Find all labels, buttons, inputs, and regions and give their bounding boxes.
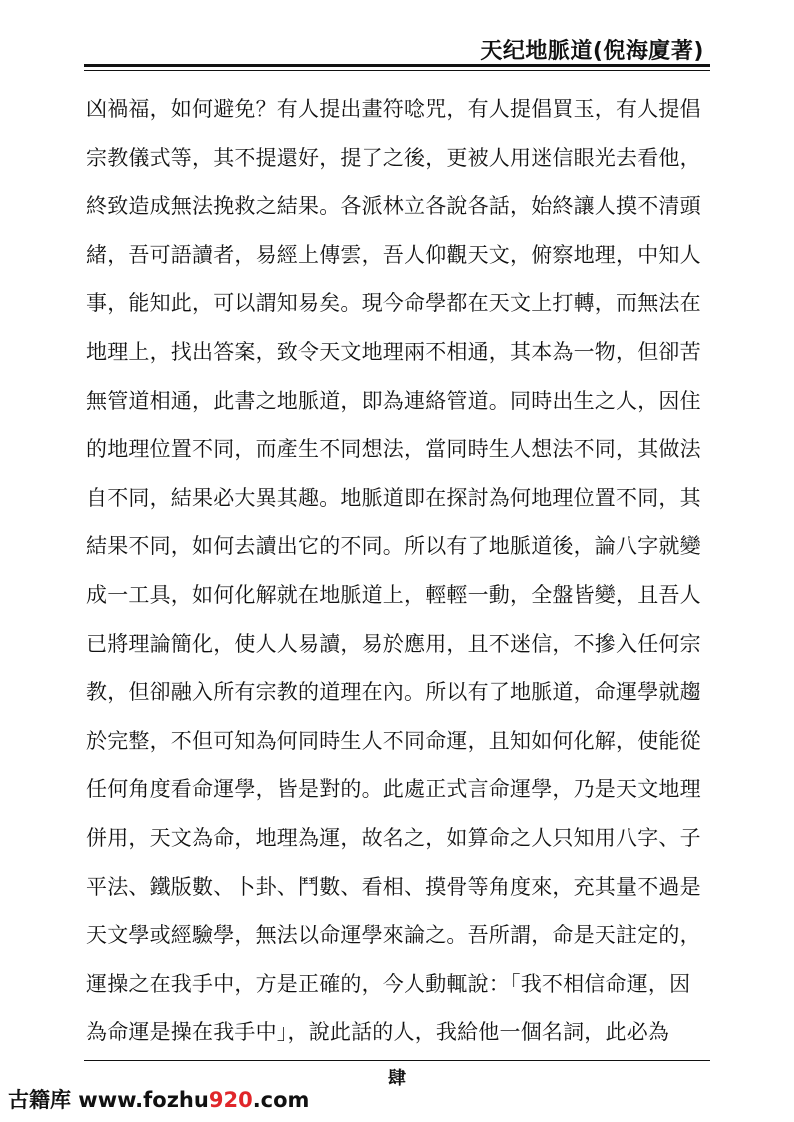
text-line: 已將理論簡化，使人人易讀，易於應用，且不迷信，不摻入任何宗 xyxy=(86,631,701,656)
footer-rule xyxy=(84,1060,710,1061)
text-line: 事，能知此，可以謂知易矣。現今命學都在天文上打轉，而無法在 xyxy=(86,291,701,316)
page-header-title: 天纪地脈道(倪海廈著) xyxy=(480,39,704,64)
text-line: 教，但卻融入所有宗教的道理在內。所以有了地脈道，命運學就趨 xyxy=(86,680,701,705)
text-line: 運操之在我手中，方是正確的，今人動輒說：「我不相信命運，因 xyxy=(86,971,691,996)
text-line: 為命運是操在我手中」，說此話的人，我給他一個名詞，此必為 xyxy=(86,1020,670,1045)
header-rule-thick xyxy=(84,64,710,67)
text-line: 併用，天文為命，地理為運，故名之，如算命之人只知用八字、子 xyxy=(86,825,701,850)
text-line: 任何角度看命運學，皆是對的。此處正式言命運學，乃是天文地理 xyxy=(86,777,701,802)
text-line: 凶禍福，如何避免？有人提出畫符唸咒，有人提倡買玉，有人提倡 xyxy=(86,97,701,121)
page-number: 肆 xyxy=(388,1068,406,1089)
text-line: 平法、鐵版數、卜卦、鬥數、看相、摸骨等角度來，充其量不過是 xyxy=(86,874,701,899)
body-text xyxy=(86,89,712,1061)
site-watermark[interactable] xyxy=(8,1084,309,1114)
text-line: 無管道相通，此書之地脈道，即為連絡管道。同時出生之人，因住 xyxy=(86,388,701,413)
text-line: 緒，吾可語讀者，易經上傳雲，吾人仰觀天文，俯察地理，中知人 xyxy=(86,242,701,267)
text-line: 地理上，找出答案，致令天文地理兩不相通，其本為一物，但卻苦 xyxy=(86,339,701,364)
watermark-suffix: .com xyxy=(252,1088,310,1112)
text-line: 的地理位置不同，而產生不同想法，當同時生人想法不同，其做法 xyxy=(86,437,701,462)
text-line: 成一工具，如何化解就在地脈道上，輕輕一動，全盤皆變，且吾人 xyxy=(86,582,701,607)
text-line: 結果不同，如何去讀出它的不同。所以有了地脈道後，論八字就變 xyxy=(86,534,701,559)
header-rule-thin xyxy=(84,70,710,71)
watermark-prefix: 古籍库 www.fozhu xyxy=(8,1088,209,1112)
text-line: 於完整，不但可知為何同時生人不同命運，且知如何化解，使能從 xyxy=(86,728,701,753)
watermark-accent: 920 xyxy=(208,1088,253,1112)
text-line: 宗教儀式等，其不提還好，提了之後，更被人用迷信眼光去看他， xyxy=(86,145,701,170)
text-line: 自不同，結果必大異其趣。地脈道即在探討為何地理位置不同，其 xyxy=(86,485,701,510)
text-line: 終致造成無法挽救之結果。各派林立各說各話，始終讓人摸不清頭 xyxy=(86,194,701,219)
text-line: 天文學或經驗學，無法以命運學來論之。吾所謂，命是天註定的， xyxy=(86,923,701,948)
